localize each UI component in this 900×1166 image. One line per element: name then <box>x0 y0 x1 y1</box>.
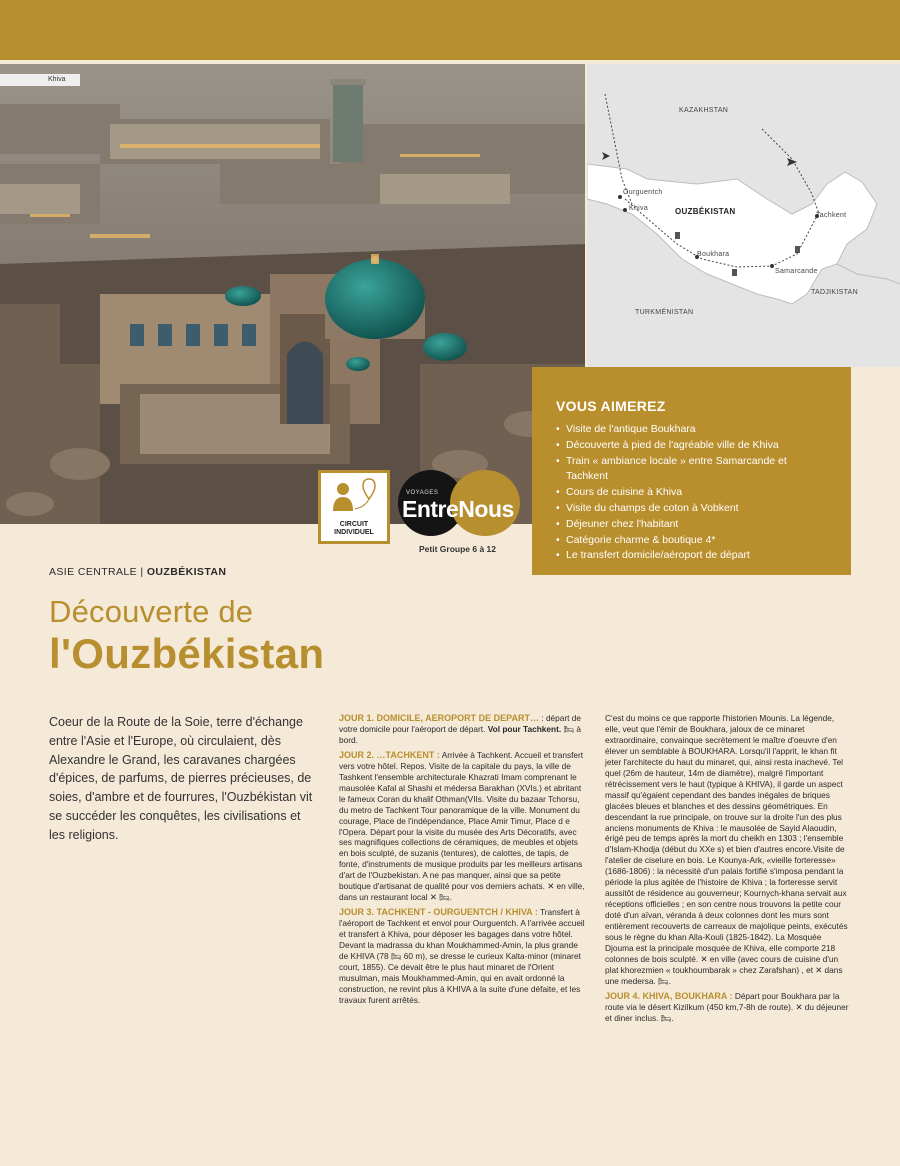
day-1: JOUR 1. DOMICILE, AEROPORT DE DEPART… : départ de votre domicile pour l'aéroport de départ. Vol pour Tachkent. 🛏 à bord. <box>339 713 582 745</box>
highlights-title: VOUS AIMEREZ <box>556 398 666 414</box>
airplane-icon <box>602 152 797 166</box>
page-title-line1: Découverte de <box>49 594 254 629</box>
highlights-box <box>532 367 851 575</box>
map-label-khiva: Khiva <box>629 205 649 212</box>
highlight-item: • Visite du champs de coton à Vobkent <box>556 501 827 517</box>
highlight-item: • Le transfert domicile/aéroport de départ <box>556 548 827 564</box>
map-label-ourguentch: Ourguentch <box>623 189 663 196</box>
itinerary-column-2 <box>605 713 851 1028</box>
entre-nous-voyages: VOYAGES <box>406 490 439 496</box>
petit-groupe-label: Petit Groupe 6 à 12 <box>419 544 496 554</box>
map-label-boukhara: Boukhara <box>697 251 730 258</box>
breadcrumb-country: OUZBÉKISTAN <box>146 566 227 578</box>
entre-nous-entre: Entre <box>402 496 459 522</box>
entre-nous-nous: Nous <box>458 496 514 522</box>
highlight-item: • Catégorie charme & boutique 4* <box>556 533 827 549</box>
day-2: JOUR 2. …TACHKENT : Arrivée à Tachkent. Accueil et transfert vers votre hôtel. Repos. Visite de la capitale du pays, la ville de Tashkent l'ensemble architecturale Khazrati Imam comprenant le mausolée Kafal al Shashi et médersa Barakhan (XVIs.) et abritant le fameux Coran du khalif Othman(VIIs. Visite du bazaar Tchorsu, du metro de Tachkent Tour panoramique de la ville. Monument du courage, Place de l'indépendance, Place Amir Timur, Place d e l'Opera. Départ pour la visite du musée des Arts Décoratifs, avec ses magnifiques collections de céramiques, de meubles et objets en bois sculpté, de suzanis (tentures), de calottes, de tapis, de fonte, d'instruments de musique produits par les meilleurs artisans d'art de l'Ouzbekistan. A ne pas manquer, ainsi que sa petite boutique d'artisanat de qualité pour vos derniers achats. ✕ en ville, dans un restaurant local ✕ 🛏. <box>339 749 585 903</box>
day-3-heading: JOUR 3. TACHKENT - OURGUENTCH / KHIVA : <box>339 907 538 918</box>
uzbekistan-map-shape <box>587 64 900 367</box>
highlight-item: • Train « ambiance locale » entre Samarcande et Tachkent <box>556 454 827 486</box>
map-label-kazakhstan: KAZAKHSTAN <box>679 107 729 114</box>
map-label-ouzbekistan: OUZBÉKISTAN <box>675 207 736 216</box>
circuit-badge-line1: CIRCUIT <box>339 521 369 528</box>
highlight-item: • Cours de cuisine à Khiva <box>556 485 827 501</box>
itinerary-column-1 <box>339 713 585 1010</box>
khiva-cityscape-illustration <box>0 64 585 524</box>
route-map <box>587 64 900 367</box>
khiva-photo <box>0 64 585 524</box>
circuit-individuel-badge <box>318 470 390 544</box>
circuit-badge-line2: INDIVIDUEL <box>334 529 374 536</box>
day-3-continued: C'est du moins ce que rapporte l'historien Mounis. La légende, elle, veut que l'émir de Boukhara, jaloux de ce minaret extraordinaire, convainque secrètement le maître d'oeuvre d'en élever un semblable à BOUKHARA. Lorsqu'il l'apprit, le khan fit jeter l'architecte du haut du minaret, qui, ainsi resta inachevé. Tel quel (26m de hauteur, 14m de diamètre), malgré l'important rétrécissement vers le haut (typique à KHIVA), il garde un aspect massif qu'égaient cependant des bandes inégales de briques glacées bleues et blanches et des dessins géométriques. En descendant la rue principale, on trouve sur la droite l'un des plus anciens monuments de Khiva : le mausolée de Sayid Alaoudin, érigé peu de temps après la mort du cheikh en 1303 ; l'ensemble d'Islam-Khodja (début du XXe s) et bien d'autres encore.Visite de l'atelier de ciselure en bois. Le Kounya-Ark, «vieille forteresse» (1686-1806) : la nécessité d'un palais fortifié s'imposa pendant la période la plus agitée de l'histoire de Khiva ; la forteresse servit aussitôt de résidence au gouverneur; Kournych-khana servait aux réceptions officielles ; en son centre nous trouvons la petite cour doté d'un aïvan, véranda à deux colonnes dont les murs sont entièrement recouverts de carreaux de majolique peints, exécutés sous le règne du khan Alla-Kouli (1825-1842). La Mosquée Djouma est la principale mosquée de Khiva, elle comporte 218 colonnes de bois sculpté. ✕ en ville (avec cours de cuisine d'un plat khorezmien « toukhoumbarak » chez Zarafshan) , et ✕ dans une medersa. 🛏. <box>605 713 848 986</box>
highlight-item: • Visite de l'antique Boukhara <box>556 422 827 438</box>
highlight-item: • Déjeuner chez l'habitant <box>556 517 827 533</box>
highlight-item: • Découverte à pied de l'agréable ville de Khiva <box>556 438 827 454</box>
intro-text: Coeur de la Route de la Soie, terre d'échange entre l'Asie et l'Europe, où circulaient, dès Alexandre le Grand, les caravanes chargées d'épices, de parfums, de pierres précieuses, de soies, d'ambre et de fourrures, l'Ouzbékistan vit se succéder les conquêtes, les civilisations et les religions. <box>49 715 313 842</box>
traveler-pin-icon <box>321 473 387 519</box>
day-4: JOUR 4. KHIVA, BOUKHARA : Départ pour Boukhara par la route via le désert Kizilkum (450 km,7-8h de route). ✕ du déjeuner et diner inclus. 🛏. <box>605 990 849 1023</box>
highlights-list <box>556 422 827 564</box>
map-label-samarcande: Samarcande <box>775 268 818 275</box>
map-label-tachkent: Tachkent <box>816 212 847 219</box>
map-label-turkmenistan: TURKMÉNISTAN <box>635 309 694 316</box>
top-gold-bar <box>0 0 900 60</box>
day-4-heading: JOUR 4. KHIVA, BOUKHARA : <box>605 990 733 1001</box>
breadcrumb-separator: | <box>140 566 144 578</box>
day-1-heading: JOUR 1. DOMICILE, AEROPORT DE DEPART… <box>339 713 540 723</box>
breadcrumb-region: ASIE CENTRALE <box>49 566 138 578</box>
day-3: JOUR 3. TACHKENT - OURGUENTCH / KHIVA : Transfert à l'aéroport de Tachkent et envol pour Ourguentch. A l'arrivée accueil et transfert à Khiva, pour déposer les bagages dans votre hôtel. Devant la madrassa du khan Moukhammed-Amin, la plus grande de KHIVA (78 🛏 60 m), se dresse le curieux Kalta-minor (minaret court, 1855). Ce devait être le plus haut minaret de l'Orient musulman, mais Moukhammed-Amin, qui en avait ordonné la construction, ne revint plus à KHIVA à la suite d'une défaite, et les travaux furent arrêtés. <box>339 907 585 1005</box>
day-2-heading: JOUR 2. …TACHKENT : <box>339 749 440 760</box>
breadcrumb <box>49 566 226 578</box>
entre-nous-logo <box>398 470 524 532</box>
photo-caption: Khiva <box>0 74 80 86</box>
map-label-tadjikistan: TADJIKISTAN <box>811 289 858 296</box>
page-title-line2: l'Ouzbékistan <box>49 630 325 677</box>
